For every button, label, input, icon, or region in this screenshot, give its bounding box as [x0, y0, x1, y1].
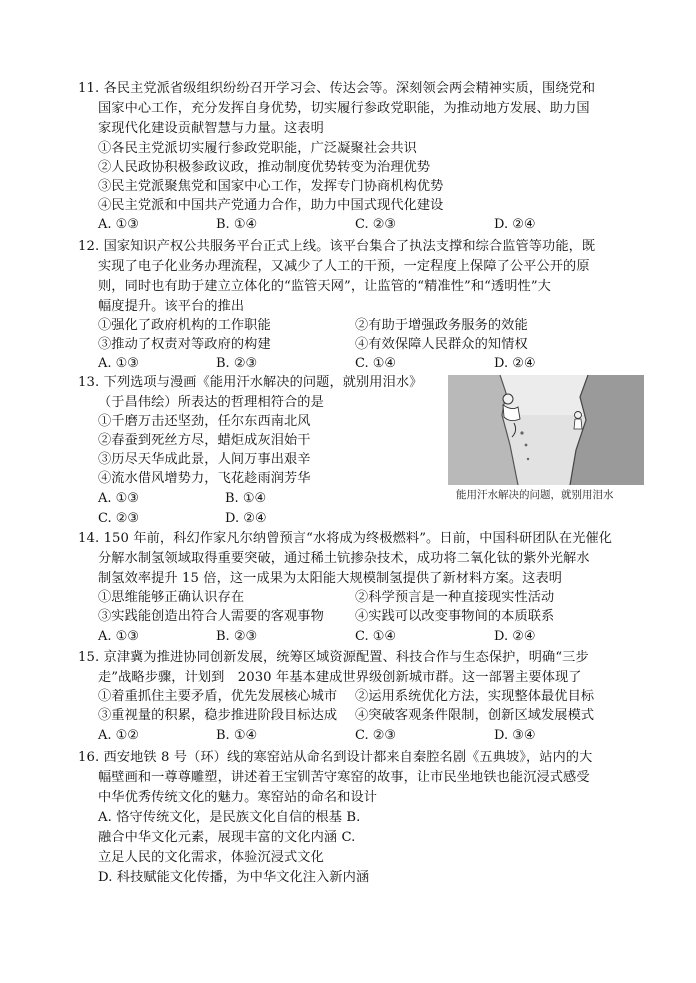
q12-option-c: C. ①④ [355, 356, 397, 371]
q11-item-2: ②人民政协积极参政议政，推动制度优势转变为治理优势 [98, 160, 431, 175]
q14-option-b: B. ②③ [216, 629, 258, 644]
q11-option-c: C. ②③ [355, 217, 397, 232]
q15-stem-line-2: 走”战略步骤，计划到 2030 年基本建成世界级创新城市群。这一部署主要体现了 [98, 670, 582, 685]
q16-stem-line-3: 中华优秀传统文化的魅力。寒窑站的命名和设计 [98, 790, 378, 805]
q12-stem-line-2: 实现了电子化业务办理流程，又减少了人工的干预，一定程度上保障了公平公开的原 [98, 259, 590, 274]
q12-item-3: ③推动了权责对等政府的构建 [98, 337, 271, 352]
q15-option-d: D. ③④ [494, 728, 536, 743]
q13-stem-line-1: 13. 下列选项与漫画《能用汗水解决的问题，就别用泪水》 [78, 375, 423, 390]
q12-item-1: ①强化了政府机构的工作职能 [98, 318, 271, 333]
q14-item-3: ③实践能创造出符合人需要的客观事物 [98, 609, 324, 624]
q12-stem-line-1: 12. 国家知识产权公共服务平台正式上线。该平台集合了执法支撑和综合监管等功能，既 [78, 239, 596, 254]
q15-stem-line-1: 15. 京津冀为推进协同创新发展，统筹区域资源配置、科技合作与生态保护，明确“三步 [78, 650, 589, 665]
q15-item-3: ③重视量的积累，稳步推进阶段目标达成 [98, 708, 338, 723]
q13-option-c: C. ②③ [98, 511, 140, 526]
q13-option-a: A. ①③ [98, 491, 139, 506]
q16-option-line-4: D. 科技赋能文化传播，为中华文化注入新内涵 [98, 870, 370, 885]
q15-option-b: B. ①④ [216, 728, 258, 743]
q11-option-a: A. ①③ [98, 217, 139, 232]
q12-option-a: A. ①③ [98, 356, 139, 371]
q12-option-d: D. ②④ [494, 356, 536, 371]
q14-item-4: ④实践可以改变事物间的本质联系 [355, 609, 555, 624]
q11-stem-line-2: 国家中心工作，充分发挥自身优势，切实履行参政党职能，为推动地方发展、助力国 [98, 101, 590, 116]
q15-item-4: ④突破客观条件限制，创新区域发展模式 [355, 708, 595, 723]
q15-option-c: C. ②③ [355, 728, 397, 743]
q14-option-d: D. ②④ [494, 629, 536, 644]
q14-option-a: A. ①③ [98, 629, 139, 644]
q14-option-c: C. ①④ [355, 629, 397, 644]
cartoon-illustration [448, 375, 644, 505]
q13-item-4: ④流水借风增势力，飞花趁雨润芳华 [98, 471, 311, 486]
q11-stem-line-1: 11. 各民主党派省级组织纷纷召开学习会、传达会等。深刻领会两会精神实质，围绕党和 [78, 81, 596, 96]
q16-option-line-3: 立足人民的文化需求，体验沉浸式文化 [98, 850, 324, 865]
q11-stem-line-3: 家现代化建设贡献智慧与力量。这表明 [98, 121, 324, 136]
q11-item-4: ④民主党派和中国共产党通力合作，助力中国式现代化建设 [98, 198, 444, 213]
q12-stem-line-4: 幅度提升。该平台的推出 [98, 299, 245, 314]
q13-item-3: ③历尽天华成此景，人间万事出艰辛 [98, 452, 311, 467]
q13-option-b: B. ①④ [225, 491, 267, 506]
q11-option-b: B. ①④ [216, 217, 258, 232]
q13-option-d: D. ②④ [225, 511, 267, 526]
q11-option-d: D. ②④ [494, 217, 536, 232]
q11-item-1: ①各民主党派切实履行参政党职能，广泛凝聚社会共识 [98, 141, 417, 156]
q13-item-1: ①千磨万击还坚劲，任尔东西南北风 [98, 414, 311, 429]
q16-option-line-1: A. 恪守传统文化，是民族文化自信的根基 B. [98, 810, 361, 825]
q14-stem-line-3: 制氢效率提升 15 倍，这一成果为太阳能大规模制氢提供了新材料方案。这表明 [98, 571, 563, 586]
q14-item-2: ②科学预言是一种直接现实性活动 [355, 590, 555, 605]
q12-item-2: ②有助于增强政务服务的效能 [355, 318, 528, 333]
q13-stem-line-2: （于昌伟绘）所表达的哲理相符合的是 [98, 395, 324, 410]
q15-option-a: A. ①② [98, 728, 139, 743]
q16-stem-line-2: 幅壁画和一尊尊雕塑，讲述着王宝钏苦守寒窑的故事，让市民坐地铁也能沉浸式感受 [98, 770, 590, 785]
q14-stem-line-1: 14. 150 年前，科幻作家凡尔纳曾预言“水将成为终极燃料”。日前，中国科研团队在光催化 [78, 531, 613, 546]
q15-item-1: ①着重抓住主要矛盾，优先发展核心城市 [98, 689, 338, 704]
q16-option-line-2: 融合中华文化元素，展现丰富的文化内涵 C. [98, 830, 356, 845]
q13-item-2: ②春蚕到死丝方尽，蜡炬成灰泪始干 [98, 433, 311, 448]
q14-stem-line-2: 分解水制氢领域取得重要突破，通过稀土钪掺杂技术，成功将二氧化钛的紫外光解水 [98, 551, 590, 566]
q16-stem-line-1: 16. 西安地铁 8 号（环）线的寒窑站从命名到设计都来自秦腔名剧《五典坡》，站内的大 [78, 750, 593, 765]
q12-item-4: ④有效保障人民群众的知情权 [355, 337, 528, 352]
q14-item-1: ①思维能够正确认识存在 [98, 590, 245, 605]
q11-item-3: ③民主党派聚焦党和国家中心工作，发挥专门协商机构优势 [98, 179, 444, 194]
q12-stem-line-3: 则，同时也有助于建立立体化的“监管天网”，让监管的“精准性”和“透明性”大 [98, 279, 551, 294]
q12-option-b: B. ②③ [216, 356, 258, 371]
cartoon-caption: 能用汗水解决的问题，就别用泪水 [456, 489, 614, 501]
q15-item-2: ②运用系统优化方法，实现整体最优目标 [355, 689, 595, 704]
